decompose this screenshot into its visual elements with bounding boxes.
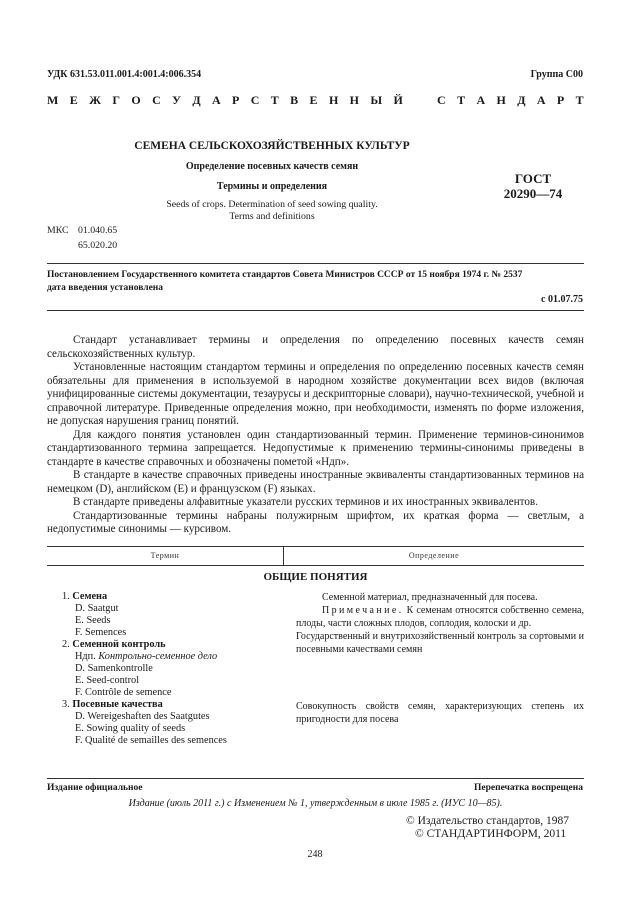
mks-code-2: 65.020.20 [78,240,118,251]
gost-number: 20290—74 [503,186,563,201]
table-header-border [47,565,584,566]
banner-letter: А [536,93,546,107]
section-title: ОБЩИЕ ПОНЯТИЯ [263,571,368,583]
term-equiv: F. Semences [75,627,127,638]
definition-1: Семенной материал, предназначенный для посева. [322,592,538,603]
copyright-1: © Издательство стандартов, 1987 [406,815,570,827]
standard-subtitle-1: Определение посевных качеств семян [185,161,359,172]
term-row: 2. Семенной контроль [62,639,166,650]
page-number: 248 [307,849,323,860]
term-equiv: D. Samenkontrolle [75,663,153,674]
column-header-term: Термин [150,551,180,560]
banner-letter: Н [496,93,506,107]
interstate-standard-banner [47,93,584,108]
banner-letter: Р [556,93,565,107]
body-text [47,334,584,537]
paragraph: В стандарте в качестве справочных приведены иностранные эквиваленты стандартизованных терминов на немецком (D), английском (E) и французском (F) языках. [47,469,584,495]
term-equiv: D. Saatgut [75,603,119,614]
banner-letter: М [47,93,59,107]
banner-letter: Ж [89,93,101,107]
banner-letter: В [290,93,299,107]
divider [47,263,584,264]
paragraph: Для каждого понятия установлен один стандартизованный термин. Применение терминов-синонимов стандартизованного термина запрещается. Недопустимые к применению термины-синонимы приведены в стандарте в качестве справочных и обозначены пометой «Ндп». [47,428,584,468]
banner-letter: С [250,93,260,107]
official-edition: Издание официальное [47,783,143,793]
banner-letter: Г [112,93,120,107]
udk-code: УДК 631.53.011.001.4:001.4:006.354 [47,69,202,80]
banner-letter: О [131,93,141,107]
banner-letter: Т [457,93,466,107]
mks-label: МКС [47,225,69,236]
reprint-notice: Перепечатка воспрещена [473,783,583,793]
banner-letter: С [437,93,446,107]
banner-letter: Т [270,93,279,107]
term-column [47,591,283,747]
table-top-border [47,546,584,547]
decree-line: Постановлением Государственного комитета стандартов Совета Министров СССР от 15 ноября 1974 г. № 2537 [47,270,523,280]
divider [47,778,584,779]
banner-letter: Е [69,93,78,107]
paragraph: В стандарте приведены алфавитные указатели русских терминов и их иностранных эквивалентов. [73,496,538,508]
definition-3-block [296,700,584,726]
paragraph: Установленные настоящим стандартом термины и определения по определению посевных качеств семян обязательны для применения в используемой в народном хозяйстве документации всех видов (включая унифицированные системы документации, тезаурусы и дескрипторные словари), научно-технической, учебной и справочной литературе. Приведенные определения можно, при необходимости, изменять по форме изложения, не допуская нарушения границ понятий. [47,361,584,427]
banner-letter: Е [309,93,318,107]
definition-3: Совокупность свойств семян, характеризующих степень их пригодности для посева [296,701,584,725]
banner-letter: Р [232,93,240,107]
banner-letter: Д [517,93,526,107]
term-ndp: Ндп. Контрольно-семенное дело [75,651,218,662]
definition-1-note: Примечание. К семенам относятся собственно семена, плоды, части сложных плодов, соплодия, колоски и др. [296,605,584,629]
english-title-1: Seeds of crops. Determination of seed sowing quality. [166,199,378,210]
term-equiv: E. Seeds [75,615,111,626]
paragraph: Стандарт устанавливает термины и определения по определению посевных качеств семян сельскохозяйственных культур. [47,334,584,360]
definition-column [296,591,584,656]
standard-title: СЕМЕНА СЕЛЬСКОХОЗЯЙСТВЕННЫХ КУЛЬТУР [134,140,410,152]
decree-date-label: дата введения установлена [47,283,164,293]
banner-letter: С [152,93,161,107]
banner-letter: Н [328,93,339,107]
paragraph: Стандартизованные термины набраны полужирным шрифтом, их краткая форма — светлым, а недопустимые синонимы — курсивом. [47,509,584,535]
banner-letter: А [211,93,221,107]
effective-date: с 01.07.75 [541,294,583,305]
banner-letter: Т [575,93,584,107]
standard-subtitle-2: Термины и определения [216,181,328,192]
group-code: Группа С00 [530,69,583,80]
copyright-2: © СТАНДАРТИНФОРМ, 2011 [415,828,567,840]
banner-letter: Н [349,93,359,107]
english-title-2: Terms and definitions [229,211,315,222]
term-equiv: F. Contrôle de semence [75,687,172,698]
definition-2: Государственный и внутрихозяйственный контроль за сортовыми и посевными качествами семян [296,631,584,655]
term-equiv: E. Seed-control [75,675,140,686]
column-header-definition: Определение [408,551,460,560]
edition-note: Издание (июль 2011 г.) с Изменением № 1, утвержденным в июле 1985 г. (ИУС 10—85). [128,798,503,809]
banner-letter: У [172,93,181,107]
term-equiv: E. Sowing quality of seeds [75,723,186,734]
term-equiv: D. Wereigeshaften des Saatgutes [75,711,210,722]
term-equiv: F. Qualité de semailles des semences [75,735,227,746]
banner-letter: Й [393,93,403,107]
banner-letter: Д [192,93,201,107]
banner-letter: Ы [370,93,383,107]
term-row: 3. Посевные качества [62,699,163,710]
gost-label: ГОСТ [514,171,552,186]
banner-letter: А [476,93,486,107]
mks-code-1: 01.040.65 [78,225,118,236]
term-row: 1. Семена [62,591,108,602]
divider [47,310,584,311]
